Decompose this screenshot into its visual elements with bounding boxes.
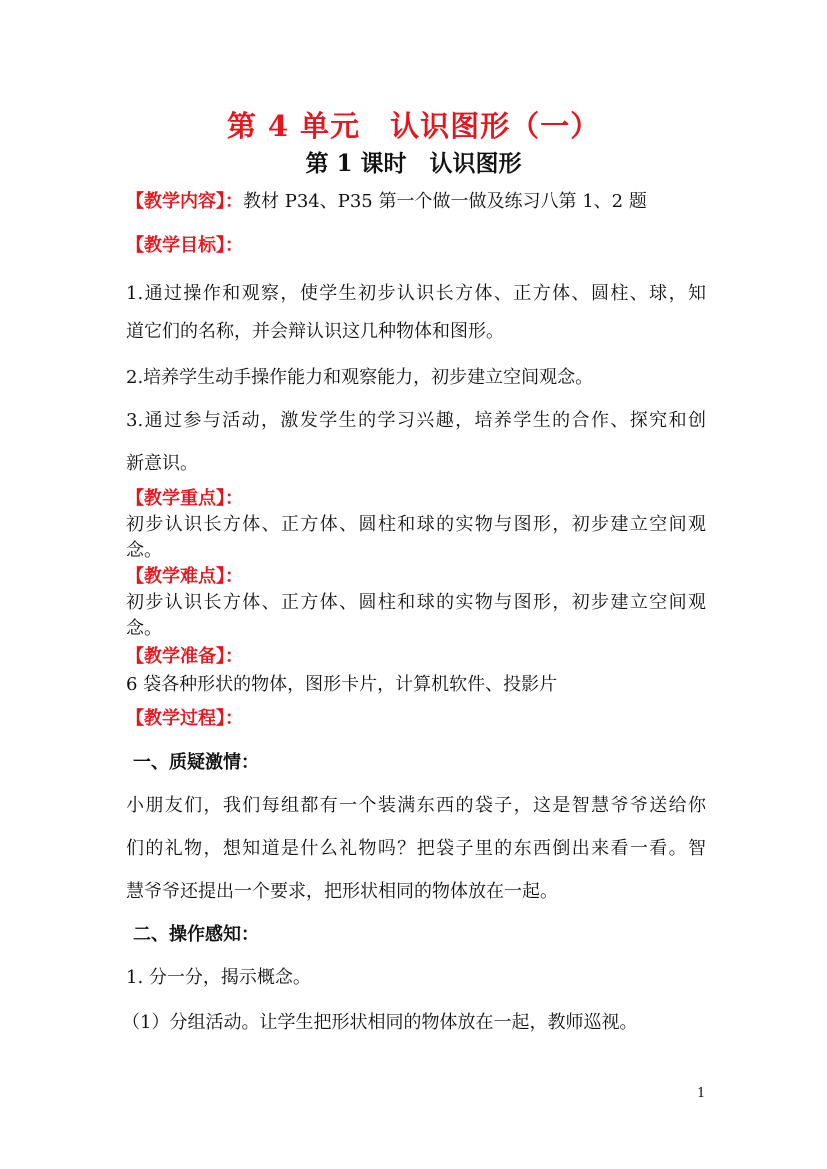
teaching-content-text: 教材 P34、P35 第一个做一做及练习八第 1、2 题 [243,191,647,212]
goal-2: 2.培养学生动手操作能力和观察能力，初步建立空间观念。 [126,367,594,388]
teaching-content-label: 【教学内容】： [126,191,243,212]
section-2-heading: 二、操作感知： [133,924,259,945]
section-1-heading: 一、质疑激情： [133,752,259,773]
step-1: 1. 分一分，揭示概念。 [126,967,311,988]
unit-title: 第 4 单元 认识图形（一） [226,109,601,143]
key-points-line-1: 初步认识长方体、正方体、圆柱和球的实物与图形，初步建立空间观 [126,514,706,535]
lesson-subtitle: 第 1 课时 认识图形 [305,150,522,177]
page-number: 1 [697,1086,706,1101]
section-1-para-line-2: 们的礼物，想知道是什么礼物吗？把袋子里的东西倒出来看一看。智 [126,838,706,859]
key-points-label: 【教学重点】： [126,488,243,509]
teaching-content-row [126,190,706,214]
difficulty-label: 【教学难点】： [126,566,243,587]
preparation-text: 6 袋各种形状的物体，图形卡片，计算机软件、投影片 [126,674,558,695]
goal-3-line-2: 新意识。 [126,453,198,474]
section-1-para-line-1: 小朋友们，我们每组都有一个装满东西的袋子，这是智慧爷爷送给你 [126,795,706,816]
preparation-label: 【教学准备】： [126,646,243,667]
step-1-activity: （1）分组活动。让学生把形状相同的物体放在一起，教师巡视。 [122,1012,638,1033]
process-label: 【教学过程】： [126,708,243,729]
goal-1-line-2: 道它们的名称，并会辩认识这几种物体和图形。 [126,321,504,342]
key-points-line-2: 念。 [126,540,162,561]
difficulty-line-1: 初步认识长方体、正方体、圆柱和球的实物与图形，初步建立空间观 [126,592,706,613]
section-1-para-line-3: 慧爷爷还提出一个要求，把形状相同的物体放在一起。 [126,881,558,902]
goal-3-line-1: 3.通过参与活动，激发学生的学习兴趣，培养学生的合作、探究和创 [126,410,706,431]
goal-1-line-1: 1.通过操作和观察，使学生初步认识长方体、正方体、圆柱、球，知 [126,283,706,304]
difficulty-line-2: 念。 [126,618,162,639]
teaching-goals-label: 【教学目标】： [126,235,243,256]
